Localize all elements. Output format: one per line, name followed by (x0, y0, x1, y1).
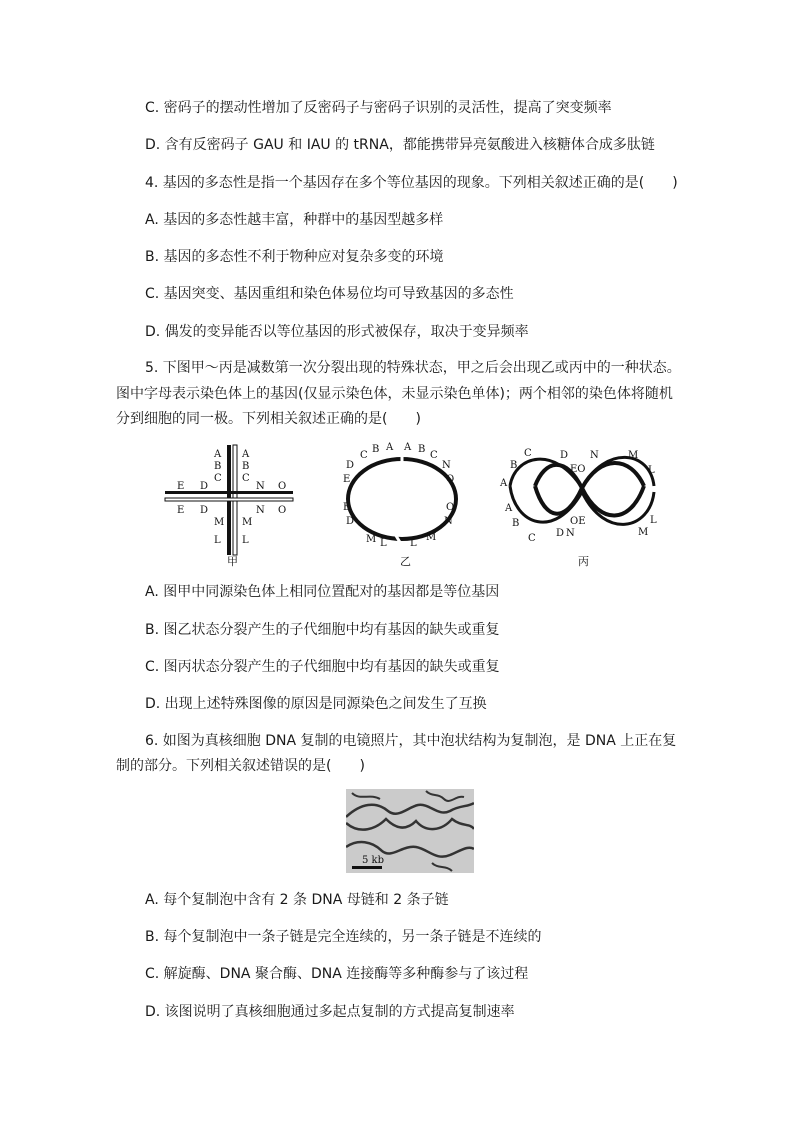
gene-label: E (343, 502, 351, 513)
q6-option-b: B. 每个复制泡中一条子链是完全连续的，另一条子链是不连续的 (145, 929, 542, 945)
gene-label: L (650, 515, 657, 526)
gene-label: A (242, 449, 250, 460)
q4-option-a: A. 基因的多态性越丰富，种群中的基因型越多样 (145, 212, 444, 228)
gene-label: A (500, 478, 508, 489)
gene-label: D (200, 505, 209, 516)
gene-label: O (446, 474, 455, 485)
q4-option-d: D. 偶发的变异能否以等位基因的形式被保存，取决于变异频率 (145, 324, 529, 340)
figure-jia (165, 445, 293, 568)
figure-bing (499, 448, 657, 568)
gene-label: O (278, 481, 287, 492)
q5-option-a: A. 图甲中同源染色体上相同位置配对的基因都是等位基因 (145, 584, 500, 600)
q6-option-c: C. 解旋酶、DNA 聚合酶、DNA 连接酶等多种酶参与了该过程 (145, 966, 529, 982)
q5-stem-line-3: 分到细胞的同一极。下列相关叙述正确的是( ) (116, 411, 421, 427)
gene-label: C (242, 473, 250, 484)
gene-label: OE (570, 516, 586, 527)
gene-label: L (242, 535, 249, 546)
gene-label: E (177, 481, 185, 492)
gene-label: M (628, 450, 639, 461)
gene-label: E (343, 474, 351, 485)
gene-label: M (214, 517, 225, 528)
gene-label: C (360, 450, 368, 461)
gene-label: O (446, 502, 455, 513)
gene-label: C (214, 473, 222, 484)
gene-label: D (200, 481, 209, 492)
gene-label: A (404, 442, 412, 453)
gene-label: N (590, 450, 599, 461)
gene-label: B (418, 444, 426, 455)
gene-label: L (410, 538, 417, 549)
figure-yi (343, 442, 456, 568)
scale-bar-label: 5 kb (362, 855, 385, 866)
q5-stem-line-2: 图中字母表示染色体上的基因(仅显示染色体，未显示染色单体)；两个相邻的染色体将随机 (116, 386, 673, 402)
gene-label: EO (570, 464, 586, 475)
gene-label: A (386, 442, 394, 453)
q6-option-a: A. 每个复制泡中含有 2 条 DNA 母链和 2 条子链 (145, 892, 449, 908)
chromosome-figure (160, 440, 700, 570)
gene-label: N (256, 505, 265, 516)
q5-stem-line-1: 5. 下图甲～丙是减数第一次分裂出现的特殊状态，甲之后会出现乙或丙中的一种状态。 (145, 360, 681, 376)
gene-label: C (528, 533, 536, 544)
gene-label: B (242, 461, 250, 472)
figure-label-bing: 丙 (578, 555, 589, 568)
gene-label: E (177, 505, 185, 516)
gene-label: D (560, 450, 569, 461)
gene-label: M (426, 532, 437, 543)
gene-label: B (512, 518, 520, 529)
gene-label: A (505, 503, 513, 514)
gene-label: N (444, 516, 453, 527)
gene-label: L (648, 465, 655, 476)
q3-option-c: C. 密码子的摆动性增加了反密码子与密码子识别的灵活性，提高了突变频率 (145, 100, 612, 116)
gene-label: M (366, 534, 377, 545)
gene-label: L (214, 535, 221, 546)
q6-stem-line-2: 制的部分。下列相关叙述错误的是( ) (116, 758, 365, 774)
gene-label: D (556, 528, 565, 539)
gene-label: D (346, 516, 355, 527)
q5-option-d: D. 出现上述特殊图像的原因是同源染色之间发生了互换 (145, 696, 487, 712)
gene-label: N (256, 481, 265, 492)
gene-label: N (442, 460, 451, 471)
q5-option-c: C. 图丙状态分裂产生的子代细胞中均有基因的缺失或重复 (145, 659, 500, 675)
gene-label: M (242, 517, 253, 528)
figure-label-yi: 乙 (400, 555, 411, 568)
gene-label: B (214, 461, 222, 472)
q4-option-c: C. 基因突变、基因重组和染色体易位均可导致基因的多态性 (145, 286, 514, 302)
gene-label: O (278, 505, 287, 516)
gene-label: A (214, 449, 222, 460)
gene-label: N (566, 528, 575, 539)
gene-label: B (372, 444, 380, 455)
gene-label: L (380, 538, 387, 549)
q6-option-d: D. 该图说明了真核细胞通过多起点复制的方式提高复制速率 (145, 1004, 515, 1020)
figure-label-jia: 甲 (227, 555, 238, 568)
gene-label: M (638, 527, 649, 538)
q4-option-b: B. 基因的多态性不利于物种应对复杂多变的环境 (145, 249, 444, 265)
q5-option-b: B. 图乙状态分裂产生的子代细胞中均有基因的缺失或重复 (145, 622, 500, 638)
q4-stem: 4. 基因的多态性是指一个基因存在多个等位基因的现象。下列相关叙述正确的是( ) (145, 175, 678, 191)
gene-label: C (524, 448, 532, 459)
q6-stem-line-1: 6. 如图为真核细胞 DNA 复制的电镜照片，其中泡状结构为复制泡，是 DNA 上正在复 (145, 733, 677, 749)
dna-replication-micrograph (346, 789, 474, 873)
gene-label: C (430, 450, 438, 461)
gene-label: D (346, 460, 355, 471)
gene-label: B (510, 460, 518, 471)
q3-option-d: D. 含有反密码子 GAU 和 IAU 的 tRNA，都能携带异亮氨酸进入核糖体合成多肽链 (145, 137, 655, 153)
